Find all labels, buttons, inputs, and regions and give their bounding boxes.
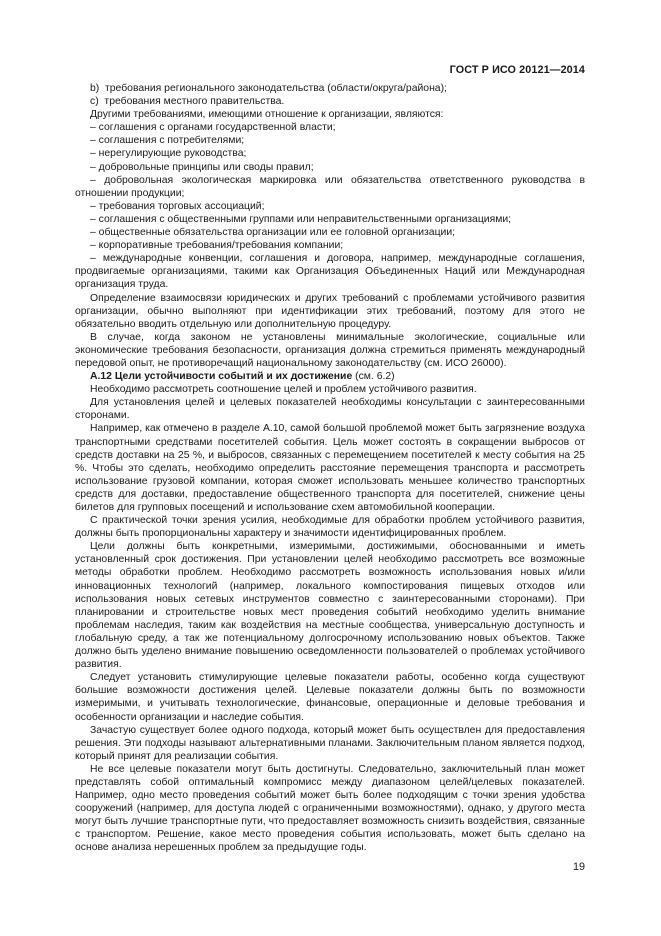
paragraph: Зачастую существует более одного подхода, который может быть осуществлен для предоставления решения. Эти подходы называют альтернативными планами. Заключительным планом является подход, который принят для реализации события. xyxy=(75,724,585,762)
section-heading xyxy=(75,370,585,383)
paragraph: Для установления целей и целевых показателей необходимы консультации с заинтересованными сторонами. xyxy=(75,397,585,422)
dash-item: – добровольные принципы или своды правил; xyxy=(90,161,314,173)
dash-item: – добровольная экологическая маркировка или обязательства ответственного руководства в отношении продукции; xyxy=(75,174,585,199)
dash-item: – международные конвенции, соглашения и договора, например, международные соглашения, продвигаемые организациями, такими как Организация Объединенных Наций или Международная организация труда. xyxy=(75,253,585,291)
dash-item: – общественные обязательства организации или ее головной организации; xyxy=(90,227,456,239)
page-number: 19 xyxy=(572,861,585,873)
document-body xyxy=(75,82,585,855)
paragraph: Определение взаимосвязи юридических и других требований с проблемами устойчивого развития организации, обычно выполняют при идентификации этих требований, поэтому для этого не обязательно вводить отдельную или дополнительную процедуру. xyxy=(75,292,585,330)
paragraph: В случае, когда законом не установлены минимальные экологические, социальные или экономические требования безопасности, организация должна стремиться применять международный передовой опыт, не противоречащий национальному законодательству (см. ИСО 26000). xyxy=(75,331,585,369)
paragraph: Например, как отмечено в разделе А.10, самой большой проблемой может быть загрязнение воздуха транспортными средствами посетителей события. Цель может состоять в сокращении выбросов от средств доставки на 25 %, и выбросов, связанных с перемещением посетителей к месту события на 25 %. Чтобы это сделать, необходимо определить расстояние перемещения транспорта и рассмотреть использование грузовой компании, которая сможет использовать меньшее количество транспортных средств для доставки, предоставление общественного транспорта для посетителей, снижение цены билетов для групповых посещений и использование схем автомобильной кооперации. xyxy=(75,423,585,513)
paragraph: Цели должны быть конкретными, измеримыми, достижимыми, обоснованными и иметь установленный срок достижения. При установлении целей необходимо рассмотреть все возможные методы обработки проблем. Необходимо рассмотреть возможность использования новых и/или инновационных технологий (например, локального компостирования пищевых отходов или использования новых сетевых инструментов совместно с заинтересованными сторонами). При планировании и строительстве новых мест проведения событий необходимо уделить внимание проблемам наследия, таким как воздействия на местные сообщества, универсальную доступность и глобальную среду, а так же потенциальному долгосрочному использованию новых объектов. Также должно быть уделено внимание повышению осведомленности пользователей о проблемах устойчивого развития. xyxy=(75,541,585,671)
paragraph: Следует установить стимулирующие целевые показатели работы, особенно когда существуют большие возможности достижения целей. Целевые показатели должны быть по возможности измеримыми, и учитывать технологические, финансовые, операционные и деловые требования и особенности организации и наследие события. xyxy=(75,672,585,723)
dash-item: – соглашения с общественными группами или неправительственными организациями; xyxy=(90,213,512,225)
dash-item: – соглашения с органами государственной власти; xyxy=(90,122,336,134)
section-heading-reference: (см. 6.2) xyxy=(352,371,395,383)
paragraph-intro: Другими требованиями, имеющими отношение к организации, являются: xyxy=(90,109,444,121)
dash-item: – соглашения с потребителями; xyxy=(90,135,245,147)
paragraph: Не все целевые показатели могут быть достигнуты. Следовательно, заключительный план может представлять собой оптимальный компромисс между диапазоном целей/целевых показателей. Например, одно место проведения событий может быть более подходящим с точки зрения удобства сооружений (например, для доступа людей с ограниченными возможностями), однако, у другого места могут быть лучшие транспортные пути, что предоставляет возможность снизить воздействия, связанные с транспортом. Решение, какое место проведения события использовать, может быть сделано на основе анализа нерешенных проблем за предыдущие годы. xyxy=(75,763,585,854)
list-item-b: b) требования регионального законодательства (области/округа/района); xyxy=(90,83,447,94)
paragraph: С практической точки зрения усилия, необходимые для обработки проблем устойчивого развития, должны быть пропорциональны характеру и значимости идентифицированных проблем. xyxy=(75,515,585,540)
list-item-c: c) требования местного правительства. xyxy=(90,96,285,108)
paragraph: Необходимо рассмотреть соотношение целей и проблем устойчивого развития. xyxy=(90,384,477,396)
standard-header: ГОСТ Р ИСО 20121—2014 xyxy=(449,64,585,76)
dash-item: – нерегулирующие руководства; xyxy=(90,148,247,160)
section-heading-title: А.12 Цели устойчивости событий и их достижение xyxy=(90,371,353,383)
dash-item: – корпоративные требования/требования компании; xyxy=(90,240,344,252)
dash-item: – требования торговых ассоциаций; xyxy=(90,200,265,212)
